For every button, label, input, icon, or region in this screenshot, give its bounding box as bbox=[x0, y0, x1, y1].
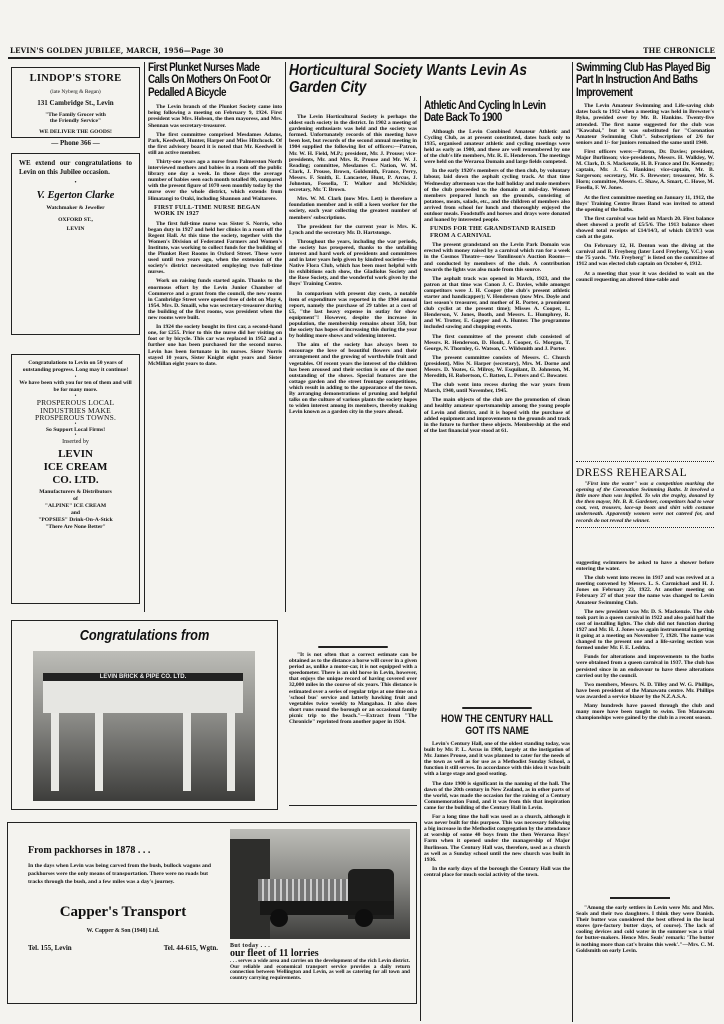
swimming-headline: Swimming Club Has Played Big Part In Instruction And Baths Improvement bbox=[576, 62, 710, 99]
lindops-address: 131 Cambridge St., Levin bbox=[37, 99, 114, 107]
ice-cream-alpine: "ALPINE" ICE CREAM bbox=[44, 502, 107, 509]
century-headline-2: GOT ITS NAME bbox=[465, 725, 529, 737]
horticultural-paragraph: In comparison with present day costs, a notable item of expenditure was reported in the 1904 annual report, namely the purchase of 29 tables at a cost of £5, "the last heavy expense in outlay for show equipment"! However, despite the increase in population, the membership remains about 350, but the society has hopes of increasing this during the year by holding more shows and widening interest. bbox=[289, 290, 417, 340]
ice-cream-none-better: "There Are None Better" bbox=[45, 523, 106, 530]
page-header-left: LEVIN'S GOLDEN JUBILEE, MARCH, 1956—Page 30 bbox=[10, 46, 224, 55]
plunket-paragraph: Thirty-one years ago a nurse from Palmerston North interviewed mothers and babies in a room off the public library one day a week. In those days the average number of babies seen each month totalled 80, compared with the present figure of 1070 seen monthly today by the nurse over the whole district, which extends from Himatangi to Otaki, including Shannon and Waitarere. bbox=[148, 158, 282, 202]
pillar bbox=[51, 713, 59, 791]
page-header-right: THE CHRONICLE bbox=[643, 46, 715, 55]
swimming-continued bbox=[576, 560, 714, 885]
capper-fleet: our fleet of 11 lorries bbox=[230, 948, 319, 959]
ice-cream-popsies: "POPSIES" Drink-On-A-Stick bbox=[38, 516, 113, 523]
clarke-street: OXFORD ST., bbox=[58, 217, 93, 223]
archway-sign: LEVIN BRICK & PIPE CO. LTD. bbox=[99, 674, 187, 680]
century-headline-1: HOW THE CENTURY HALL bbox=[441, 713, 553, 725]
capper-text: In the days when Levin was being carved from the bush, bullock wagons and packhorses were the only means of transportation. There were no roads but tracks through the bush, and a few miles was a day's journey. bbox=[28, 863, 211, 885]
plunket-article bbox=[148, 62, 282, 612]
swimming-paragraph: The Levin Amateur Swimming and Life-saving club dates back to 1912 when a meeting was held in Brewster's Byko, presided over by Mr. B. Hankins. Twenty-five attended. The first name suggested for the club was "Kawahai," but it was substituted for "Coronation Amateur Swimming Club". Subscriptions of 2/6 for seniors and 1/- for juniors remained the same until 1940. bbox=[576, 103, 714, 146]
athletic-paragraph: The club went into recess during the war years from March, 1940, until November, 1945. bbox=[424, 382, 570, 395]
capper-tel-levin: Tel. 155, Levin bbox=[28, 944, 72, 952]
clarke-town: LEVIN bbox=[66, 226, 85, 232]
dress-rehearsal-title: DRESS REHEARSAL bbox=[576, 467, 687, 479]
separator bbox=[289, 805, 417, 806]
ice-cream-and: and bbox=[70, 509, 81, 516]
century-hall-article bbox=[424, 713, 570, 1023]
ice-cream-of: of bbox=[73, 495, 78, 502]
capper-name: Capper's Transport bbox=[59, 904, 187, 920]
horticultural-paragraph: The president for the current year is Mrs. K. Lynch and the secretary Mr. D. Hartstonge. bbox=[289, 223, 417, 236]
swimming-article bbox=[576, 62, 714, 457]
capper-company: W. Capper & Son (1948) Ltd. bbox=[86, 928, 160, 934]
ice-cream-name-1: LEVIN bbox=[58, 447, 93, 460]
brick-pipe-title: Congratulations from bbox=[79, 627, 210, 644]
capper-tel-wgtn: Tel. 44-615, Wgtn. bbox=[163, 944, 218, 952]
clarke-ad bbox=[11, 153, 140, 335]
pillar bbox=[95, 713, 103, 791]
swimming-paragraph: At the first committee meeting on January 11, 1912, the Boys' Training Centre Brass Band was invited to attend the opening of the baths. bbox=[576, 194, 714, 213]
athletic-paragraph: The main objects of the club are the promotion of clean and healthy amateur sportsmanship among the young people of Levin and district, and it is hoped with the purchase of added equipment and improvements to the grounds and track in the future to further these objects. Membership at the end of the last financial year stood at 61. bbox=[424, 397, 570, 434]
archway bbox=[43, 673, 243, 713]
dress-rehearsal-paragraph: "First into the water" was a competition marking the opening of the Coronation Swimming Baths. It involved a little more than was implied. To win the trophy, donated by the then mayor, Mr. B. R. Gardener, competitors had to wear coat, vest, trousers, lace-up boots and shirt with costume underneath. Apparently women were not catered for, and records do not reveal the winner. bbox=[576, 481, 714, 524]
lindops-store-ad bbox=[11, 67, 140, 147]
capper-headline: From packhorses in 1878 . . . bbox=[28, 845, 151, 856]
separator bbox=[462, 707, 532, 709]
wavy-rule bbox=[576, 527, 714, 530]
ice-cream-support: So Support Local Firms! bbox=[45, 426, 106, 433]
capper-right bbox=[230, 943, 410, 1003]
settlers-quote bbox=[576, 905, 714, 1020]
settlers-paragraph: "Among the early settlers in Levin were Mr. and Mrs. Seals and their two daughters. I think they were Danish. Their butter was considered the best offered in the local stores (pre-factory butter days, of course). The lack of cooling devices and cold water in the summer was a trial for butter-makers. Hence Mrs. Seals' remark: 'The butter is nothing more than cat's brains this week'."—Mrs. C. M. Goldsmith on early Levin. bbox=[576, 905, 714, 954]
century-paragraph: For a long time the hall was used as a church, although it was never built for this purpose. This was necessary following a big increase in the Methodist congregation by the attendance at worship of some 40 boys from the then Weraroa Boys' Farm when it opened under the managership of Major Burlinson. The Century Hall was, therefore, used as a church as well as a Sunday school until the new church was built in 1936. bbox=[424, 814, 571, 863]
horticultural-headline-box bbox=[289, 62, 569, 96]
century-paragraph: The date 1900 is significant in the naming of the hall. The dawn of the 20th century in New Zealand, as in other parts of the world, was made the occasion for the raising of a Century Commemoration Fund, and it was from this that inspiration came for the building of the Century Hall in Levin. bbox=[424, 780, 570, 811]
swimming-paragraph: suggesting swimmers be asked to have a shower before entering the water. bbox=[576, 560, 714, 573]
athletic-paragraph: The asphalt track was opened in March, 1923, and the patron at that time was Canon J. C. Davies, while amongst competitors were J. H. Cooper (the club's present athletic starter and handicapper); V. Henderson (now Mrs. Doyle and last season's treasurer, and mother of R. Porter, a prominent club cyclist at the present time); Misses A. Cooper, L. Henderson, V. Jones, Booth, and Messrs. L. Humphrey, R. and W. Trotter, E. Gapper and A. Hunter. The programme included sawing and chopping events. bbox=[424, 275, 570, 331]
column-rule bbox=[420, 96, 421, 1021]
horticultural-paragraph: The aim of the society has always been to encourage the love of beautiful flowers and their arrangement and the growing of worthwhile fruit and vegetables. Of recent years the interest of the children has been aroused and their section is one of the most outstanding of the shows. Special features are the cottage garden and the street frontage competitions, which result in adding to the appearance of the town. By arranging demonstrations of pruning and helpful talks on the culture of various plants the society hopes to widen interest among its members, thereby making Levin known as a garden city in the years ahead. bbox=[289, 342, 417, 416]
column-rule bbox=[285, 62, 286, 612]
athletic-paragraph: Although the Levin Combined Amateur Athletic and Cycling Club, as at present constituted, dates back only to 1935, organised amateur athletic and cycling meetings were held as early as 1900, and these are well remembered by one of the club's life members, Mr. R. E. Henderson. The meetings were held on the Weraroa Domain and large fields competed. bbox=[424, 128, 570, 166]
swimming-paragraph: At a meeting that year it was decided to wait on the council requesting an altered time-table and bbox=[576, 270, 714, 283]
athletic-paragraph: The present grandstand on the Levin Park Domain was erected with money raised by a carnival which ran for a week in the Cosmos Theatre—now Tomlinson's Auction Rooms—and conducted by members of the club. A contribution towards the lights was also made from this source. bbox=[424, 242, 570, 273]
athletic-paragraph: The first committee of the present club consisted of Messrs. R. Henderson, D. Hoult, J. Cooper, G. Morgan, T. George, N. Thornley, G. Watson, C. Wildsmith and J. Porter. bbox=[424, 333, 570, 352]
swimming-paragraph: The club went into recess in 1917 and was revived at a meeting convened by Messrs. L. S. Carmichael and H. J. Jones on February 23, 1922. At another meeting on February 27 of that year the name was changed to Levin Amateur Swimming Club. bbox=[576, 575, 714, 606]
plunket-paragraph: The first full-time nurse was Sister S. Norris, who began duty in 1927 and held her clinics in a room off the Regent Hall. At this time the society, together with the Women's Division of Federated Farmers and Women's Institute, was working to collect funds for the building of the Plunket Rest Rooms in Oxford Street. These were used until two years ago, when the extension of the society's district necessitated employing two full-time nurses. bbox=[148, 220, 282, 276]
ice-cream-inserted: Inserted by bbox=[62, 438, 89, 445]
header-rule bbox=[8, 57, 716, 59]
plunket-subheading: FIRST FULL-TIME NURSE BEGAN WORK IN 1927 bbox=[154, 203, 261, 218]
swimming-paragraph: The first carnival was held on March 20. First balance sheet showed a profit of £5/5/6. The 1913 balance sheet showed total receipts of £14/14/3, of which £8/19/3 was cash at the gate. bbox=[576, 215, 714, 241]
clarke-text: WE extend our congratulations to Levin on this Jubilee occasion. bbox=[19, 159, 132, 176]
horticultural-paragraph: Mrs. W. M. Clark (now Mrs. Lett) is therefore a foundation member and is still a keen worker for the society, each year collecting the greatest number of members' subscriptions. bbox=[289, 196, 417, 221]
clarke-bullet: • bbox=[74, 180, 77, 186]
lindops-slogan-2: the Friendly Service" bbox=[49, 118, 102, 124]
plunket-headline: First Plunket Nurses Made Calls On Mothers On Foot Or Pedalled A Bicycle bbox=[148, 62, 271, 99]
ice-cream-name-3: CO. LTD. bbox=[52, 473, 99, 486]
column-rule bbox=[144, 62, 145, 612]
athletic-paragraph: In the early 1920's members of the then club, by voluntary labour, laid down the asphalt cycling track. At that time Wednesday afternoon was the half holiday and male members of the club proceeded to the domain at mid-day. Women members prepared lunch on the grounds, consisting of potatoes, meats, salads, etc., and the children of members also arrived from school for lunch and thoroughly enjoyed the outdoor meals. Foodstuffs and horses and drays were donated and loaned by interested people. bbox=[424, 168, 570, 224]
capper-left bbox=[28, 845, 218, 952]
capper-today: But today . . . bbox=[230, 943, 271, 949]
horticultural-paragraph: Throughout the years, including the war periods, the society has prospered, thanks to the unfailing interest and hard work of presidents and committees and in later years help given by kindred societies—the Native Flora Club, which has been most helpful with its exhibitions each show, the Gladiolus Society and the Rose Society, and the wonderful work given by the Boys' Training Centre. bbox=[289, 238, 417, 288]
lindops-deliver: WE DELIVER THE GOODS! bbox=[39, 129, 112, 135]
horticultural-headline: Horticultural Society Wants Levin As Garden City bbox=[289, 62, 527, 96]
swimming-paragraph: Two members, Messrs. N. D. Tilley and W. G. Phillips, have been president of the Manawatu centre. Mr. Phillips was awarded a service blazer by the N.Z.A.S.A. bbox=[576, 681, 714, 700]
ice-cream-manufacturers: Manufacturers & Distributors bbox=[39, 488, 112, 495]
lorry-wheel bbox=[355, 909, 373, 927]
plunket-paragraph: The first committee comprised Mesdames Adams, Park, Keedwell, Hunter, Harper and Miss Hitchcock. Of the first advisory board it is noted that Mr. Keedwell is still an active member. bbox=[148, 131, 282, 156]
plunket-paragraph: In 1924 the society bought its first car, a second-hand one, for £255. Prior to this the nurse did her visiting on foot or by bicycle. This car was replaced in 1952 and a further one has been purchased for the second nurse. Levin has been fortunate in its nurses. Sister Norris stayed 10 years, Sister Knight eight years and Sister McMillan eight years to date. bbox=[148, 324, 282, 367]
horse-paragraph: "It is not often that a correct estimate can be obtained as to the distance a horse will cover in a given period as, unlike a motor-car, it is not equipped with a speedometer. There is an old horse in Levin, however, that enjoys the unique record of having covered over 32,000 miles in the course of six years. This distance is estimated over a series of regular trips at one time on a 'school bus' service and latterly hawking fruit and vegetables twice weekly to Mangahao. It also does short runs round the borough or an occasional family picnic trip to the beach."—Extract from "The Chronicle" reprinted from another paper in 1924. bbox=[289, 652, 417, 726]
lorry-wheel bbox=[270, 909, 288, 927]
lorry-photo bbox=[230, 829, 410, 939]
swimming-paragraph: Many hundreds have passed through the club and many more have been taught to swim. Ten Manawatu championships were gained by the club in a recent season. bbox=[576, 702, 714, 722]
swimming-paragraph: The new president was Mr. D. S. Mackenzie. The club took part in a queen carnival in 1922 and also paid half the cost of installing lights. The club did not function during 1927 and Mr. H. J. Jones was again instrumental in getting it going at a meeting on November 7, 1928. The name was changed to the present one and a life-saving section was formed under Mr. F. E. Leddra. bbox=[576, 608, 714, 652]
column-rule bbox=[572, 62, 573, 1022]
pipes-load bbox=[258, 879, 348, 901]
plunket-paragraph: Work on raising funds started again. Thanks to the enormous effort by the Levin Junior Chamber of Commerce and a grant from the council, the new rooms in Cambridge Street were opened free of debt on May 4, 1954. Mrs. D. Smaill, who was secretary-treasurer during the building of the first rooms, was president when the new rooms were built. bbox=[148, 278, 282, 322]
lindops-name: LINDOP'S STORE bbox=[29, 73, 122, 84]
ice-cream-ad: Congratulations to Levin on 50 years of outstanding progress. Long may it continue! • We have been with you for ten of them and will be for many more. • PROSPEROUS LOCAL INDUSTRIES MAKE PROSPEROUS TOWNS. • So Support Local Firms! • Inserted by LEVIN ICE CREAM CO. LTD. Manufacturers & Distributors of "ALPINE" ICE CREAM and "POPSIES" Drink-On-A-Stick "There Are None Better" bbox=[11, 354, 140, 604]
century-paragraph: In the early days of the borough the Century Hall was the central place for much social activity of the town. bbox=[424, 865, 570, 878]
plunket-paragraph: The Levin branch of the Plunket Society came into being following a meeting on February 9, 1924. First president was Mrs. Hobson, the then mayoress, and Mrs. Shennan was secretary-treasurer. bbox=[148, 104, 282, 129]
athletic-subheading: FUNDS FOR THE GRANDSTAND RAISED FROM A CARNIVAL bbox=[430, 225, 556, 239]
lindops-slogan-1: "The Family Grocer with bbox=[45, 112, 106, 118]
swimming-paragraph: Funds for alterations and improvements to the baths were obtained from a queen carnival in 1937. The club has persisted since in an endeavour to have these alterations carried out by the council. bbox=[576, 654, 714, 679]
separator bbox=[610, 897, 670, 899]
horticultural-article bbox=[289, 114, 417, 624]
brick-pipe-photo bbox=[33, 651, 255, 801]
athletic-headline: Athletic And Cycling In Levin Date Back To 1900 bbox=[424, 100, 546, 125]
capper-description: . . . serves a wide area and carries on the development of the rich Levin district. Our reliable and economical transport service provides a daily return connection between Wellington and Levin, as well as catering for all town and country carrying requirements. bbox=[230, 958, 410, 981]
pillar bbox=[227, 713, 235, 791]
swimming-paragraph: On February 12, H. Denton won the diving at the carnival and B. Freyberg (later Lord Freyberg, V.C.) won the 75 yards. "Mr. Freyberg" is listed on the committee of 1912 and was elected club captain on October 4, 1912. bbox=[576, 243, 714, 268]
ice-cream-congrats: Congratulations to Levin on 50 years of outstanding progress. Long may it continue! bbox=[22, 360, 129, 373]
dress-rehearsal-box bbox=[576, 458, 714, 558]
brick-pipe-ad bbox=[11, 620, 278, 810]
horticultural-paragraph: The Levin Horticultural Society is perhaps the oldest such society in the district. In 1902 a meeting of gardening enthusiasts was held and the society was formed. Unfortunately records of this meeting have been lost, but records of the second annual meeting in 1904 supplied the following list of officers:—Patron, Mr. W. H. Field, M.P.; president, Mr. J. Prouse; vice-presidents, Mr. and Mrs. R. Prouse and Mr. W. J. Reading; committee, Mesdames C. Nation, W. M. Clark, J. Prouse, Brown, Goldsmith, France, Perry, Messrs. F. Smith, E. Lancaster, Hunt, P. Arcus, J. Johnston, Fossella, T. Walker and McNickle; secretary, Mr. T. Brown. bbox=[289, 114, 417, 194]
ice-cream-name-2: ICE CREAM bbox=[43, 460, 108, 473]
clarke-trade: Watchmaker & Jeweller bbox=[46, 205, 105, 211]
lindops-phone: — Phone 366 — bbox=[51, 139, 100, 147]
clarke-name: V. Egerton Clarke bbox=[36, 190, 115, 201]
pillar bbox=[183, 713, 191, 791]
separator bbox=[318, 646, 388, 648]
swimming-paragraph: First officers were:—Patron, Dr. Davies; president, Major Burlinson; vice-presidents, Messrs. H. Walkley, W. M. Clark, D. S. Mackenzie, H. B. France and Dr. Kennedy; captain, Mr. J. G. Hankins; vice-captain, Mr. B. Sargerson; secretary, Mr. S. Brewster; treasurer, Mr. S. Horn; committee, Messrs. C. Shaw, A. Smart, C. Howe, M. Fosella, F. W. Jones. bbox=[576, 148, 714, 192]
cappers-transport-ad bbox=[7, 822, 417, 1004]
ice-cream-with-you: We have been with you for ten of them and will be for many more. bbox=[19, 380, 132, 393]
ice-cream-prosperous: PROSPEROUS LOCAL INDUSTRIES MAKE PROSPEROUS TOWNS. bbox=[34, 398, 117, 422]
wavy-rule bbox=[576, 461, 714, 464]
horse-extract bbox=[289, 652, 417, 812]
century-paragraph: Levin's Century Hall, one of the oldest standing today, was built by Mr. P. L. Arcus in 1900, largely at the instigation of Mr. James Prouse, and it was planned to cater for the needs of the town as well as for use as a Methodist Sunday School, a function it still serves. In accordance with this idea it was built with a large stage and good seating. bbox=[424, 741, 570, 778]
lindops-late: (late Nyberg & Regan) bbox=[50, 89, 101, 95]
athletic-paragraph: The present committee consists of Messrs. C. Church (president), Miss N. Harper (secretary), Mrs. M. Dorne and Messrs. D. Yeates, G. Milroy, W. Esquilant, D. Johnston, M. Meredith, H. Robertson, C. Batten, L. Peters and C. Bowater. bbox=[424, 354, 570, 380]
athletic-article bbox=[424, 100, 570, 820]
